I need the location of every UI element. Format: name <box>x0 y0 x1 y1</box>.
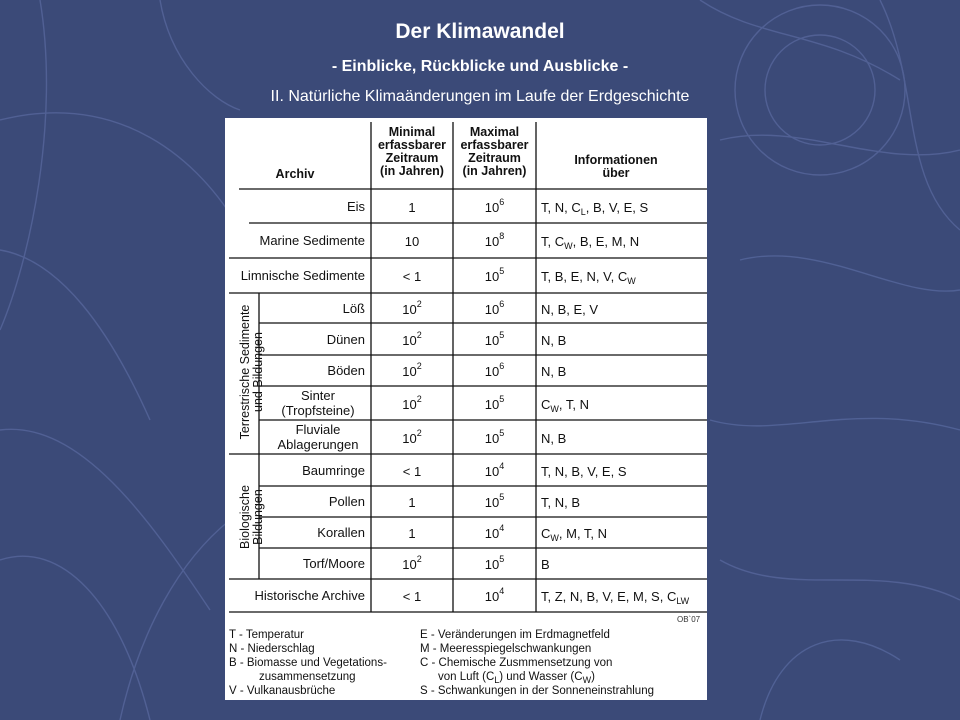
archive-name: Korallen <box>317 525 365 540</box>
legend-left: T - Temperatur N - Niederschlag B - Biomasse und Vegetations- zusammensetzung V - Vulkanausbrüche <box>229 629 387 697</box>
min-timespan: $10^2$ <box>402 554 422 572</box>
info-values: T, N, B <box>541 495 581 510</box>
min-timespan: 10 <box>404 234 420 249</box>
info-values: N, B <box>541 430 567 446</box>
archive-name: Eis <box>346 198 365 214</box>
climate-archive-table <box>225 118 707 700</box>
slide-title: Der Klimawandel <box>395 20 565 43</box>
min-timespan: $10^2$ <box>402 427 422 446</box>
header-max: Maximal erfassbarer Zeitraum (in Jahren) <box>460 125 529 178</box>
archive-name: Löß <box>342 300 365 316</box>
max-timespan: $10^4$ <box>484 523 505 541</box>
archive-name: Limnische Sedimente <box>240 268 365 283</box>
min-timespan: $10^2$ <box>402 393 422 412</box>
min-timespan: $10^2$ <box>402 361 422 379</box>
group-biologisch: Biologische Bildungen <box>238 485 265 549</box>
legend-right: E - Veränderungen im Erdmagnetfeld M - Meeresspiegelschwankungen C - Chemische Zusmmensetzung von von Luft $(C_L)$ und Wasser $(C_W)$ S - Schwankungen in der Sonneneinstrahlung <box>420 629 654 697</box>
archive-name: Sinter (Tropfsteine) <box>281 388 355 418</box>
max-timespan: $10^6$ <box>484 361 505 379</box>
min-timespan: 1 <box>408 526 416 541</box>
archive-name: Baumringe <box>302 462 365 478</box>
archive-name: Historische Archive <box>254 588 365 603</box>
archive-name: Fluviale Ablagerungen <box>277 422 359 452</box>
info-values: $C_W$, T, N <box>541 396 589 414</box>
max-timespan: $10^5$ <box>484 554 505 572</box>
info-values: T, N, B, V, E, S <box>541 463 627 479</box>
max-timespan: $10^5$ <box>484 427 505 446</box>
info-values: T, N, $C_L$, B, V, E, S <box>541 199 649 217</box>
info-values: T, B, E, N, V, $C_W$ <box>541 269 636 286</box>
credit: OB`07 <box>677 615 701 624</box>
info-values: N, B <box>541 332 567 348</box>
archive-name: Pollen <box>328 494 365 509</box>
min-timespan: $10^2$ <box>402 298 422 317</box>
info-values: B <box>541 557 550 572</box>
max-timespan: $10^4$ <box>484 586 505 604</box>
max-timespan: $10^5$ <box>484 492 505 510</box>
max-timespan: $10^6$ <box>484 196 505 215</box>
info-values: T, Z, N, B, V, E, M, S, $C_{LW}$ <box>541 589 690 606</box>
min-timespan: 1 <box>408 495 416 510</box>
group-terrestrisch: Terrestrische Sedimente und Bildungen <box>238 304 265 440</box>
max-timespan: $10^5$ <box>484 266 505 284</box>
archive-name: Böden <box>327 363 365 378</box>
info-values: T, $C_W$, B, E, M, N <box>541 234 640 251</box>
archive-name: Marine Sedimente <box>259 233 365 248</box>
max-timespan: $10^6$ <box>484 298 505 317</box>
min-timespan: 1 <box>408 199 416 215</box>
header-archiv: Archiv <box>275 167 315 181</box>
header-min: Minimal erfassbarer Zeitraum (in Jahren) <box>377 125 447 178</box>
section-title: II. Natürliche Klimaänderungen im Laufe der Erdgeschichte <box>270 88 690 105</box>
min-timespan: < 1 <box>402 589 422 604</box>
slide-subtitle: - Einblicke, Rückblicke und Ausblicke - <box>331 58 629 75</box>
info-values: N, B <box>541 364 567 379</box>
archive-name: Dünen <box>326 331 365 347</box>
min-timespan: < 1 <box>402 463 422 479</box>
max-timespan: $10^5$ <box>484 393 505 412</box>
max-timespan: $10^5$ <box>484 329 505 348</box>
legend-c-detail: von Luft $(C_L)$ und Wasser $(C_W)$ <box>438 671 595 685</box>
min-timespan: $10^2$ <box>402 329 422 348</box>
max-timespan: $10^8$ <box>484 231 505 249</box>
max-timespan: $10^4$ <box>484 460 505 479</box>
archive-name: Torf/Moore <box>302 556 365 571</box>
min-timespan: < 1 <box>402 269 422 284</box>
header-info: Informationen über <box>574 153 658 180</box>
info-values: $C_W$, M, T, N <box>541 526 608 543</box>
info-values: N, B, E, V <box>541 301 599 317</box>
